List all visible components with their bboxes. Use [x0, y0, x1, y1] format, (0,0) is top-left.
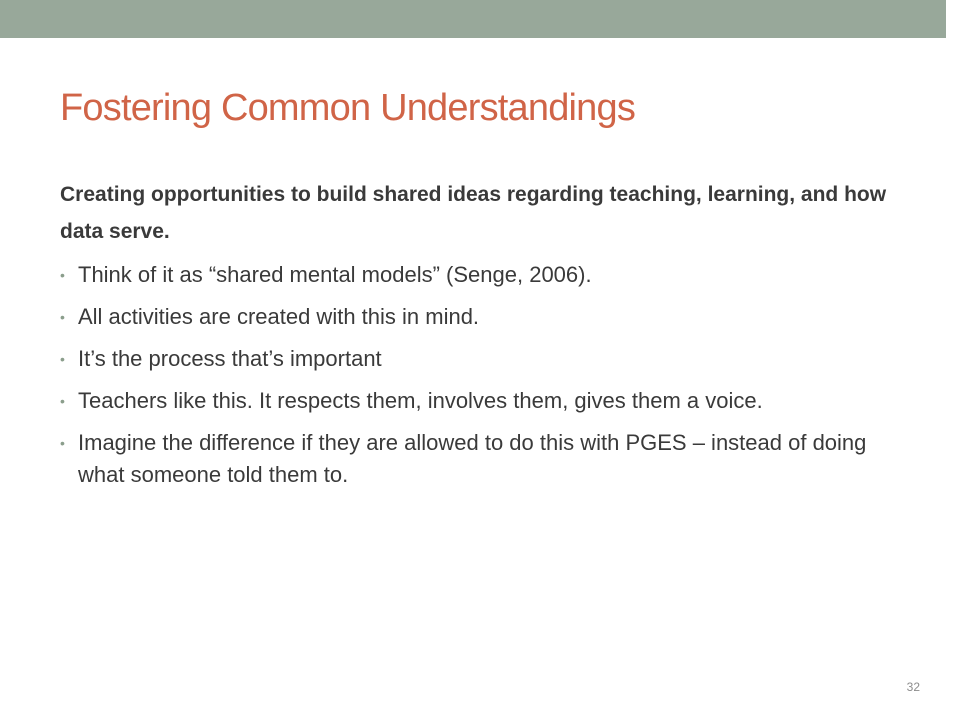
bullet-dot-icon: • — [60, 309, 65, 325]
bullet-text: It’s the process that’s important — [78, 346, 382, 371]
slide-title: Fostering Common Understandings — [60, 87, 636, 129]
bullet-text: All activities are created with this in mind. — [78, 304, 480, 329]
bullet-text: Teachers like this. It respects them, involves them, gives them a voice. — [78, 388, 763, 413]
bullet-dot-icon: • — [60, 393, 65, 409]
bullet-item — [60, 385, 910, 417]
bullet-dot-icon: • — [60, 351, 65, 367]
slide-subtitle: Creating opportunities to build shared ideas regarding teaching, learning, and how data serve. — [60, 183, 887, 243]
bullet-text: Think of it as “shared mental models” (Senge, 2006). — [78, 262, 592, 287]
bullet-dot-icon: • — [60, 435, 65, 451]
bullet-item — [60, 301, 910, 333]
bullet-text: Imagine the difference if they are allowed to do this with PGES – instead of doing what someone told them to. — [78, 430, 867, 487]
bullet-item — [60, 343, 910, 375]
bullet-item — [60, 259, 910, 291]
slide-number: 32 — [906, 680, 920, 694]
slide-body — [60, 176, 910, 501]
bullet-item — [60, 427, 910, 491]
bullet-dot-icon: • — [60, 267, 65, 283]
bullet-list — [60, 259, 910, 491]
top-accent-bar — [0, 0, 946, 38]
